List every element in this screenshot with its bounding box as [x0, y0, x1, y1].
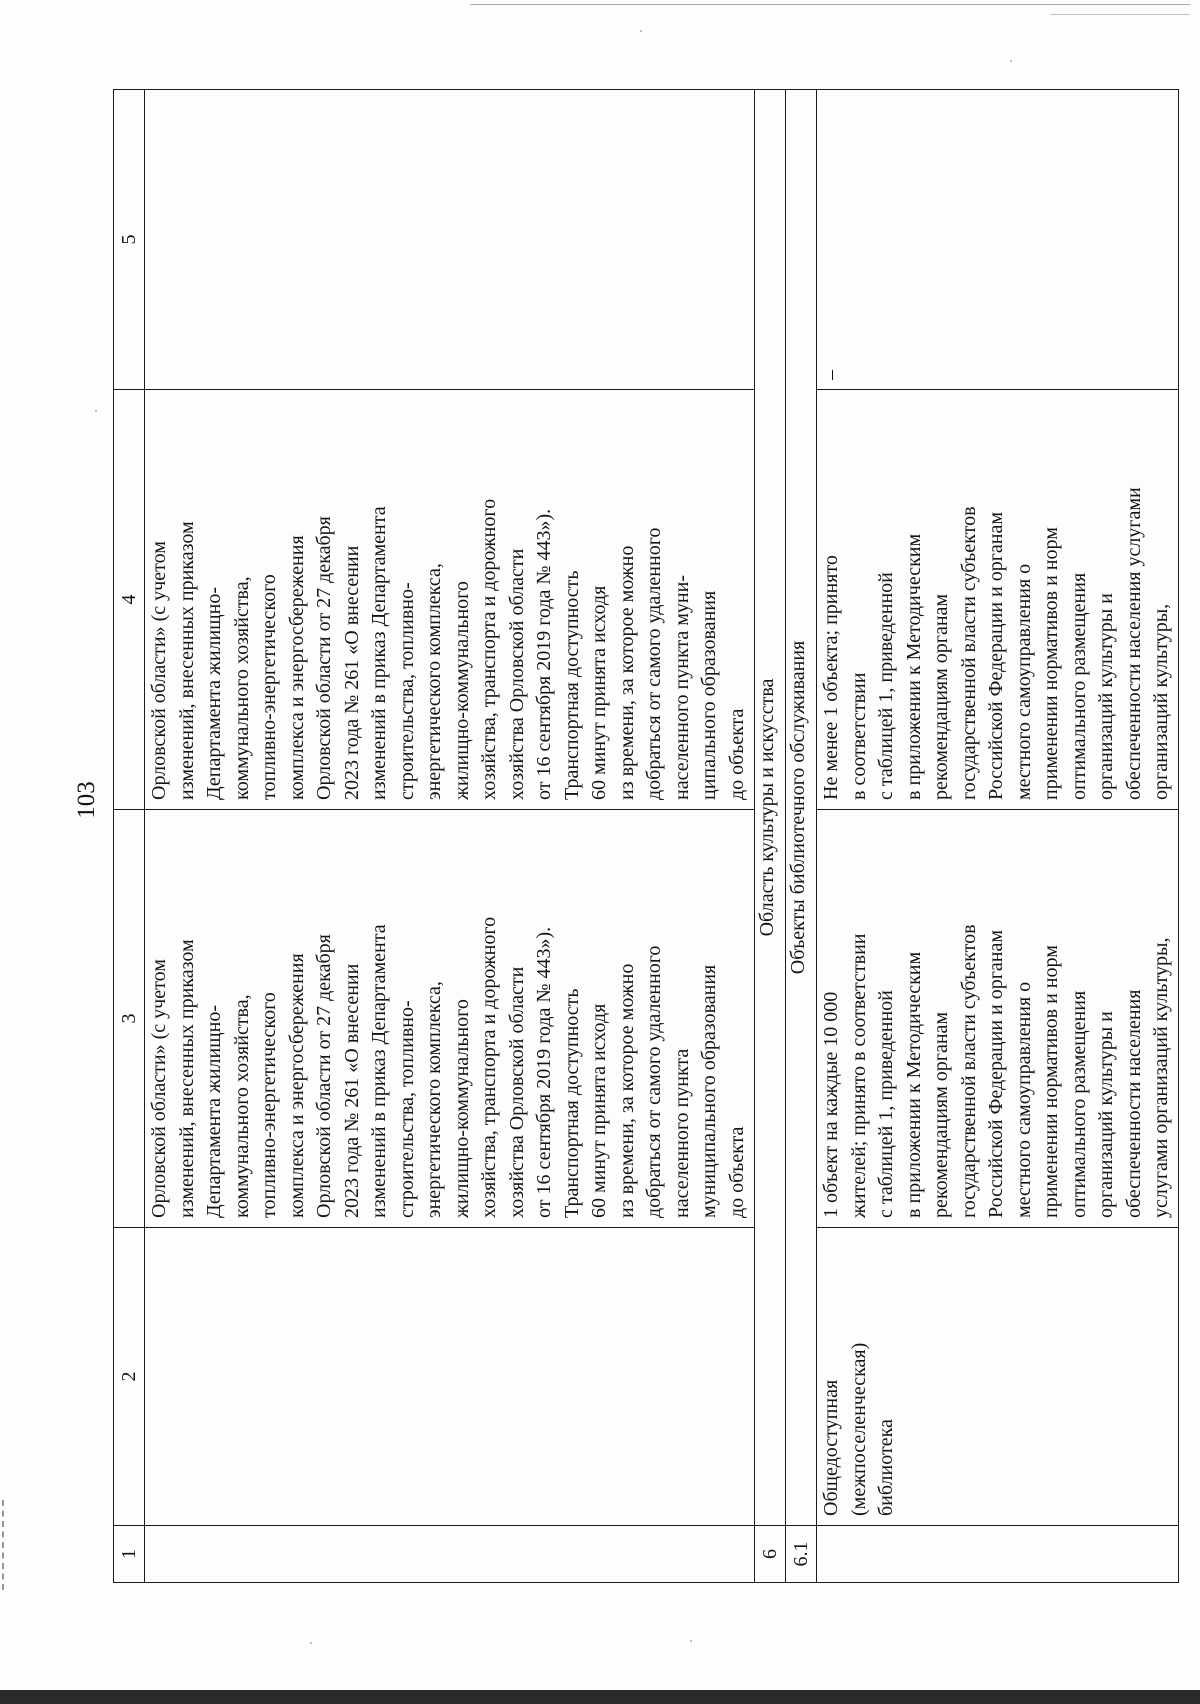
table-row-continued	[145, 90, 755, 1583]
cell-index	[145, 1526, 755, 1583]
cell-notes	[145, 90, 755, 390]
regulation-table	[113, 89, 1179, 1583]
cell-notes: –	[817, 90, 1179, 390]
page-number: 103	[73, 781, 100, 819]
cell-object-name	[145, 1228, 755, 1526]
cell-object-name: Общедоступная (межпоселенческая) библиотека	[817, 1228, 1179, 1526]
subsection-number: 6.1	[786, 1526, 817, 1583]
cell-local-norm: Не менее 1 объекта; принято в соответствии с таблицей 1, приведенной в приложении к Методическим рекомендациям органам государственной власти субъектов Российской Федерации и органам местного самоуправления о применении нормативов и норм оптимального размещения организаций культуры и обеспеченности населения услугами организаций культуры,	[817, 390, 1179, 810]
subsection-row	[786, 90, 817, 1583]
cell-index	[817, 1526, 1179, 1583]
table-row-library	[817, 90, 1179, 1583]
section-row	[755, 90, 786, 1583]
column-number-1: 1	[114, 1526, 145, 1583]
column-number-3: 3	[114, 810, 145, 1228]
column-number-row	[114, 90, 145, 1583]
section-title: Область культуры и искусства	[755, 90, 786, 1526]
column-number-2: 2	[114, 1228, 145, 1526]
column-number-5: 5	[114, 90, 145, 390]
section-number: 6	[755, 1526, 786, 1583]
cell-regional-norm: Орловской области» (с учетом изменений, внесенных приказом Департамента жилищно- коммунального хозяйства, топливно-энергетического комплекса и энергосбережения Орловской области от 27 декабря 2023 года № 261 «О внесении изменений в приказ Департамента строительства, топливно- энергетического комплекса, жилищно-коммунального хозяйства, транспорта и дорожного хозяйства Орловской области от 16 сентября 2019 года № 443»). Транспортная доступность 60 минут принята исходя из времени, за которое можно добраться от самого удаленного населенного пункта муниципального образования до объекта	[145, 810, 755, 1228]
cell-regional-norm: 1 объект на каждые 10 000 жителей; принято в соответствии с таблицей 1, приведенной в приложении к Методическим рекомендациям органам государственной власти субъектов Российской Федерации и органам местного самоуправления о применении нормативов и норм оптимального размещения организаций культуры и обеспеченности населения услугами организаций культуры,	[817, 810, 1179, 1228]
column-number-4: 4	[114, 390, 145, 810]
subsection-title: Объекты библиотечного обслуживания	[786, 90, 817, 1526]
cell-local-norm: Орловской области» (с учетом изменений, внесенных приказом Департамента жилищно- коммунального хозяйства, топливно-энергетического комплекса и энергосбережения Орловской области от 27 декабря 2023 года № 261 «О внесении изменений в приказ Департамента строительства, топливно- энергетического комплекса, жилищно-коммунального хозяйства, транспорта и дорожного хозяйства Орловской области от 16 сентября 2019 года № 443»). Транспортная доступность 60 минут принята исходя из времени, за которое можно добраться от самого удаленного населенного пункта муни- ципального образования до объекта	[145, 390, 755, 810]
